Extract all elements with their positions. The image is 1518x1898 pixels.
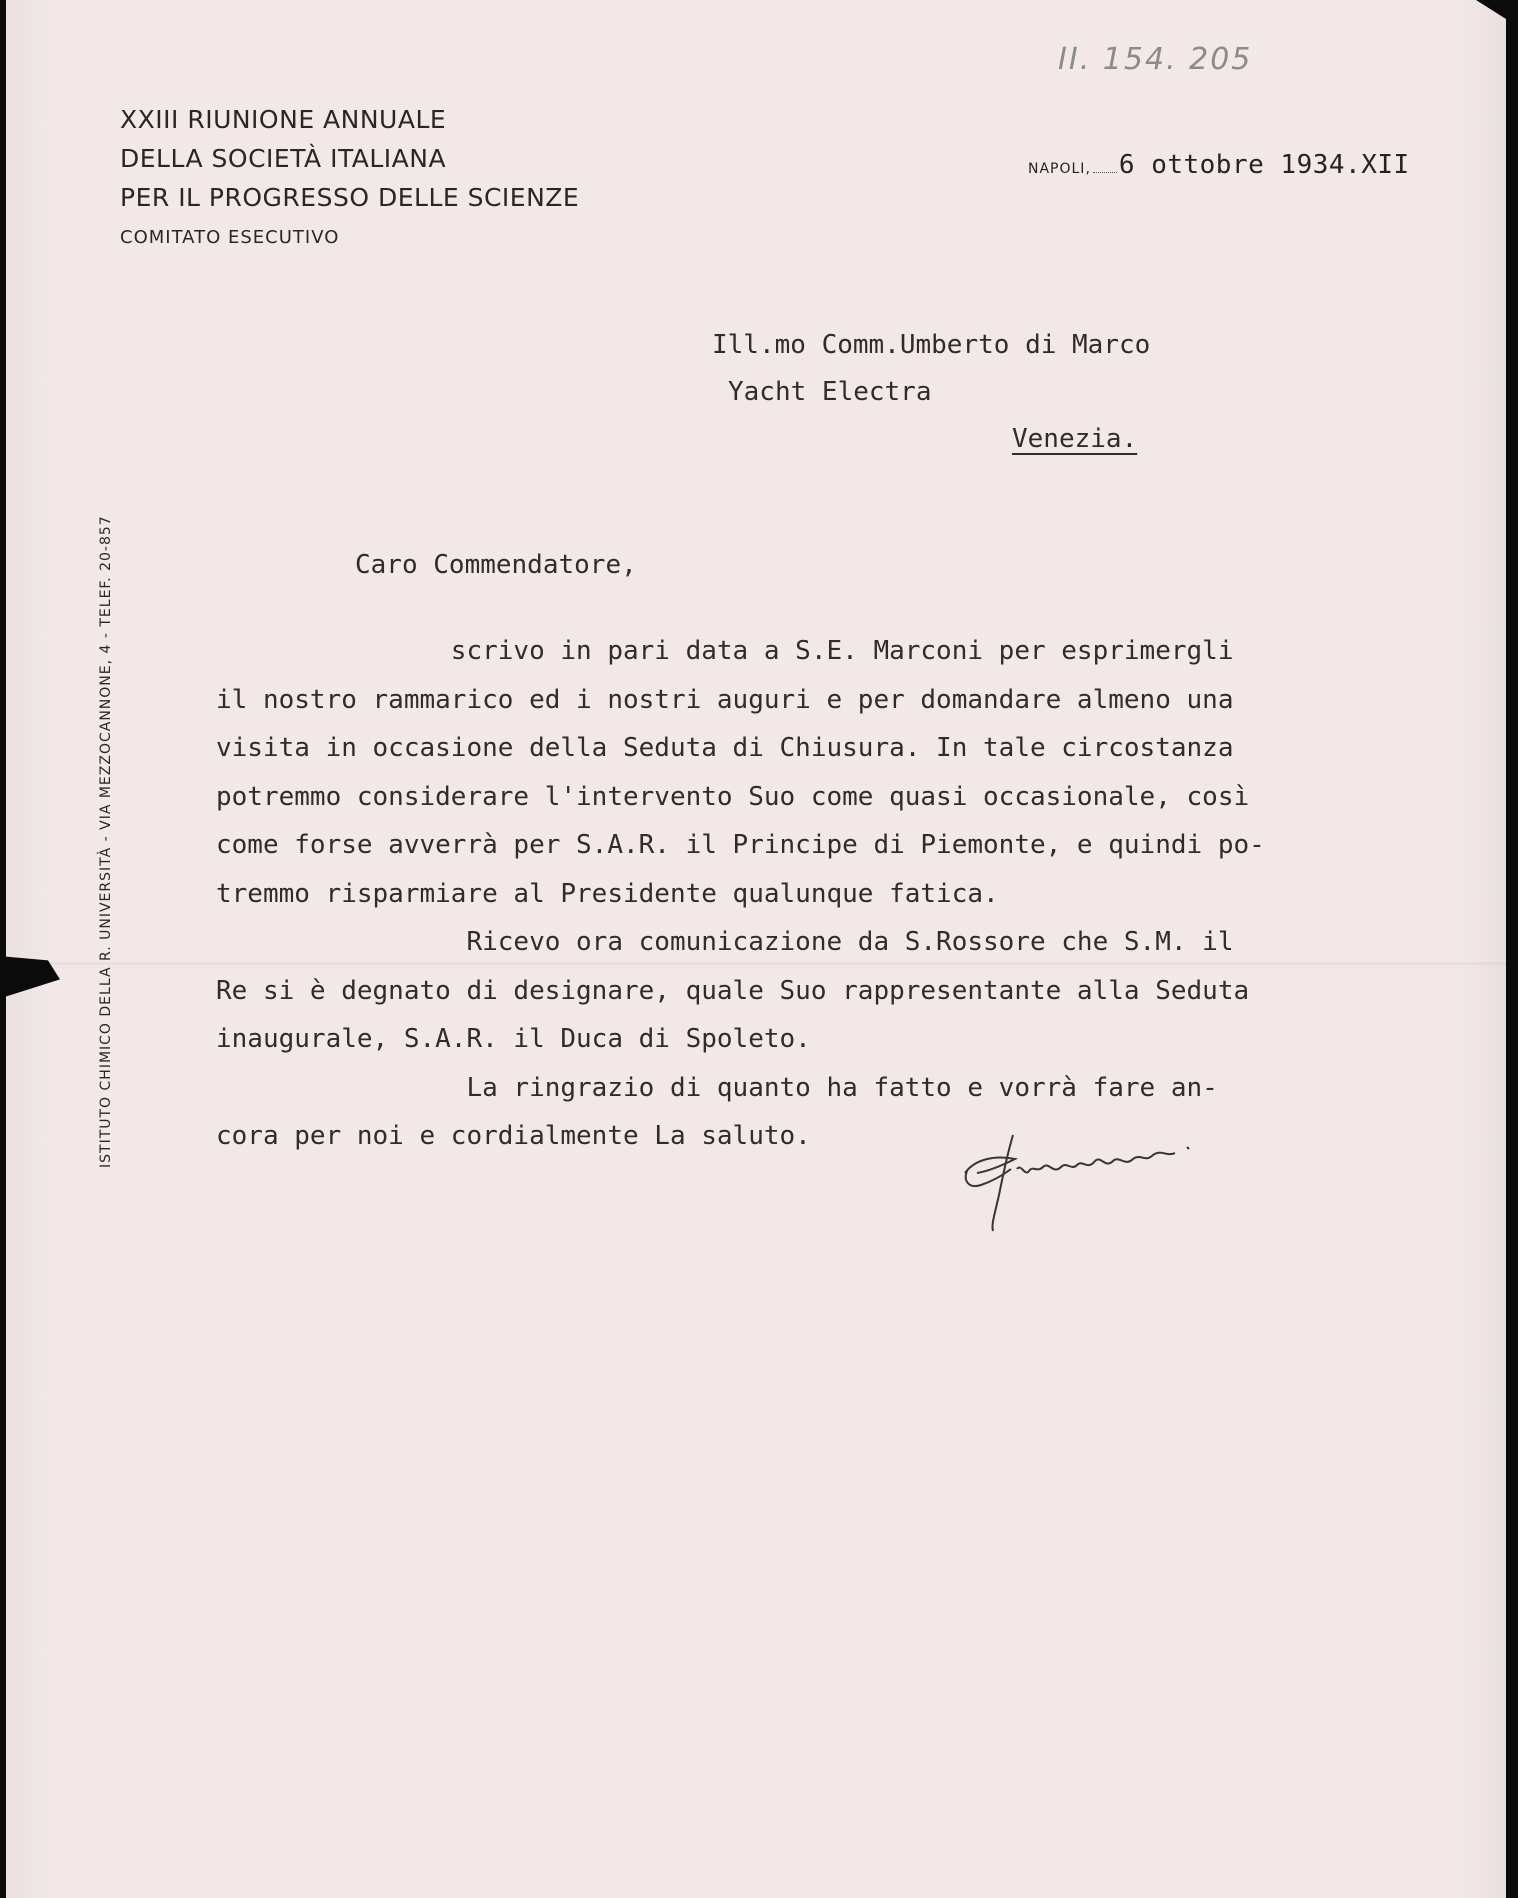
letter-body <box>216 627 1356 1161</box>
addressee-city: Venezia. <box>1012 424 1138 454</box>
body-line: cora per noi e cordialmente La saluto. <box>216 1121 811 1151</box>
place-and-date <box>1028 150 1410 180</box>
body-line: tremmo risparmiare al Presidente qualunque fatica. <box>216 878 999 909</box>
archive-reference: II. 154. 205 <box>1058 42 1253 77</box>
addressee-vessel: Yacht Electra <box>728 377 932 407</box>
place: NAPOLI, <box>1028 161 1091 177</box>
handwritten-signature <box>955 1125 1235 1235</box>
body-line: visita in occasione della Seduta di Chiusura. In tale circostanza <box>216 733 1234 763</box>
body-line: come forse avverrà per S.A.R. il Principe di Piemonte, e quindi po- <box>216 830 1265 860</box>
letterhead <box>120 100 579 248</box>
letterhead-committee: COMITATO ESECUTIVO <box>120 227 340 248</box>
body-line: il nostro rammarico ed i nostri auguri e per domandare almeno una <box>216 684 1234 715</box>
body-line: inaugurale, S.A.R. il Duca di Spoleto. <box>216 1024 811 1054</box>
salutation: Caro Commendatore, <box>355 550 637 580</box>
body-line: Ricevo ora comunicazione da S.Rossore che S.M. il <box>216 927 1234 957</box>
letterhead-line-2: DELLA SOCIETÀ ITALIANA <box>120 144 447 173</box>
dotted-rule <box>1093 172 1117 173</box>
institute-address-vertical: ISTITUTO CHIMICO DELLA R. UNIVERSITÀ - VIA MEZZOCANNONE, 4 - TELEF. 20-857 <box>98 515 114 1168</box>
addressee-block <box>712 322 1150 463</box>
addressee-name: Ill.mo Comm.Umberto di Marco <box>712 330 1151 360</box>
body-line: scrivo in pari data a S.E. Marconi per esprimergli <box>216 636 1234 666</box>
letterhead-line-3: PER IL PROGRESSO DELLE SCIENZE <box>120 183 580 212</box>
letterhead-line-1: XXIII RIUNIONE ANNUALE <box>120 105 447 134</box>
body-line: potremmo considerare l'intervento Suo come quasi occasionale, così <box>216 781 1250 812</box>
letter-date: 6 ottobre 1934.XII <box>1118 150 1410 180</box>
body-line: La ringrazio di quanto ha fatto e vorrà fare an- <box>216 1072 1218 1103</box>
body-line: Re si è degnato di designare, quale Suo rappresentante alla Seduta <box>216 975 1250 1006</box>
